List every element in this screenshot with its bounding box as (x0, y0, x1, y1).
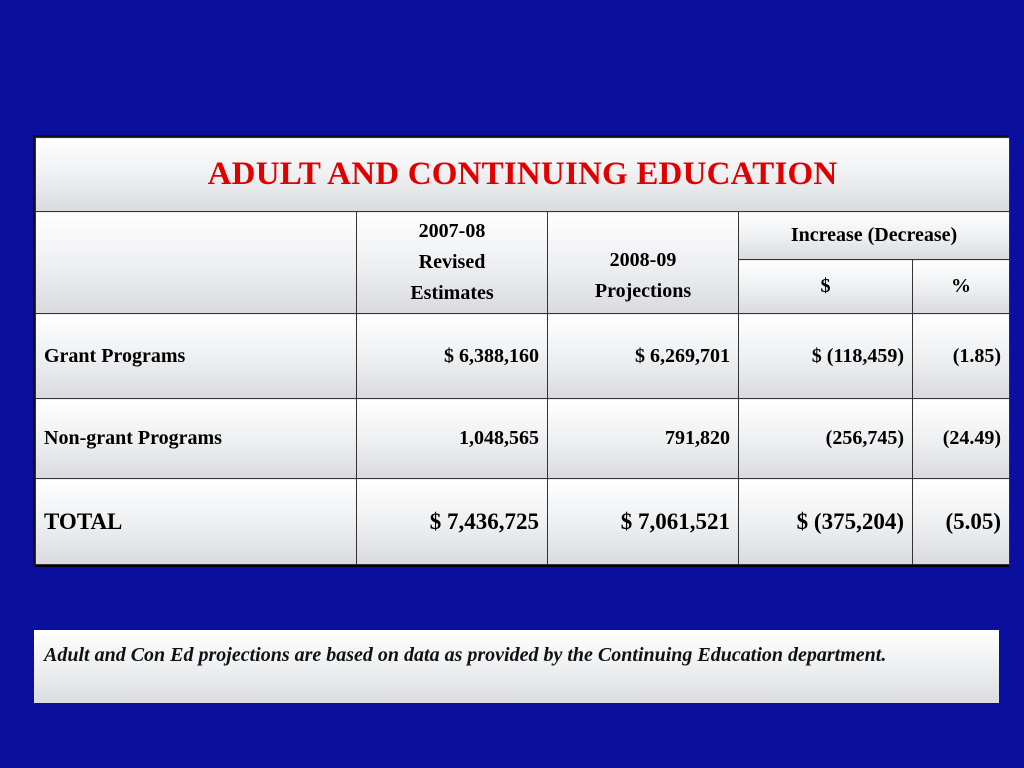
grant-percent-value: (1.85) (913, 314, 1010, 399)
header-2008-line-2: Projections (594, 280, 692, 302)
table-row (36, 314, 1010, 399)
table-title-row (36, 138, 1010, 212)
table-title: ADULT AND CONTINUING EDUCATION (36, 138, 1010, 212)
total-2008-value: $ 7,061,521 (548, 479, 739, 565)
grant-2008-value: $ 6,269,701 (548, 314, 739, 399)
non-grant-percent-value: (24.49) (913, 399, 1010, 479)
budget-table (35, 137, 1010, 565)
header-2008-09 (548, 212, 739, 314)
grant-change-value: $ (118,459) (739, 314, 913, 399)
header-increase-decrease: Increase (Decrease) (739, 212, 1010, 260)
header-2007-line-2: Revised (418, 251, 486, 273)
footnote-box (34, 630, 999, 703)
non-grant-change-value: (256,745) (739, 399, 913, 479)
non-grant-2007-value: 1,048,565 (357, 399, 548, 479)
footnote-text: Adult and Con Ed projections are based on data as provided by the Continuing Education department. (44, 644, 887, 666)
total-change-value: $ (375,204) (739, 479, 913, 565)
row-label-total: TOTAL (36, 479, 357, 565)
total-2007-value: $ 7,436,725 (357, 479, 548, 565)
header-percent: % (913, 260, 1010, 314)
header-2008-line-1: 2008-09 (609, 249, 677, 271)
header-2007-line-1: 2007-08 (418, 220, 486, 242)
row-label-grant-programs: Grant Programs (36, 314, 357, 399)
header-dollar: $ (739, 260, 913, 314)
header-2007-08 (357, 212, 548, 314)
table-row (36, 399, 1010, 479)
total-percent-value: (5.05) (913, 479, 1010, 565)
row-label-non-grant-programs: Non-grant Programs (36, 399, 357, 479)
header-row-1 (36, 212, 1010, 260)
header-blank-cell (36, 212, 357, 314)
non-grant-2008-value: 791,820 (548, 399, 739, 479)
header-2007-line-3: Estimates (410, 282, 494, 304)
grant-2007-value: $ 6,388,160 (357, 314, 548, 399)
table-row-total (36, 479, 1010, 565)
budget-table-container (33, 135, 1007, 565)
